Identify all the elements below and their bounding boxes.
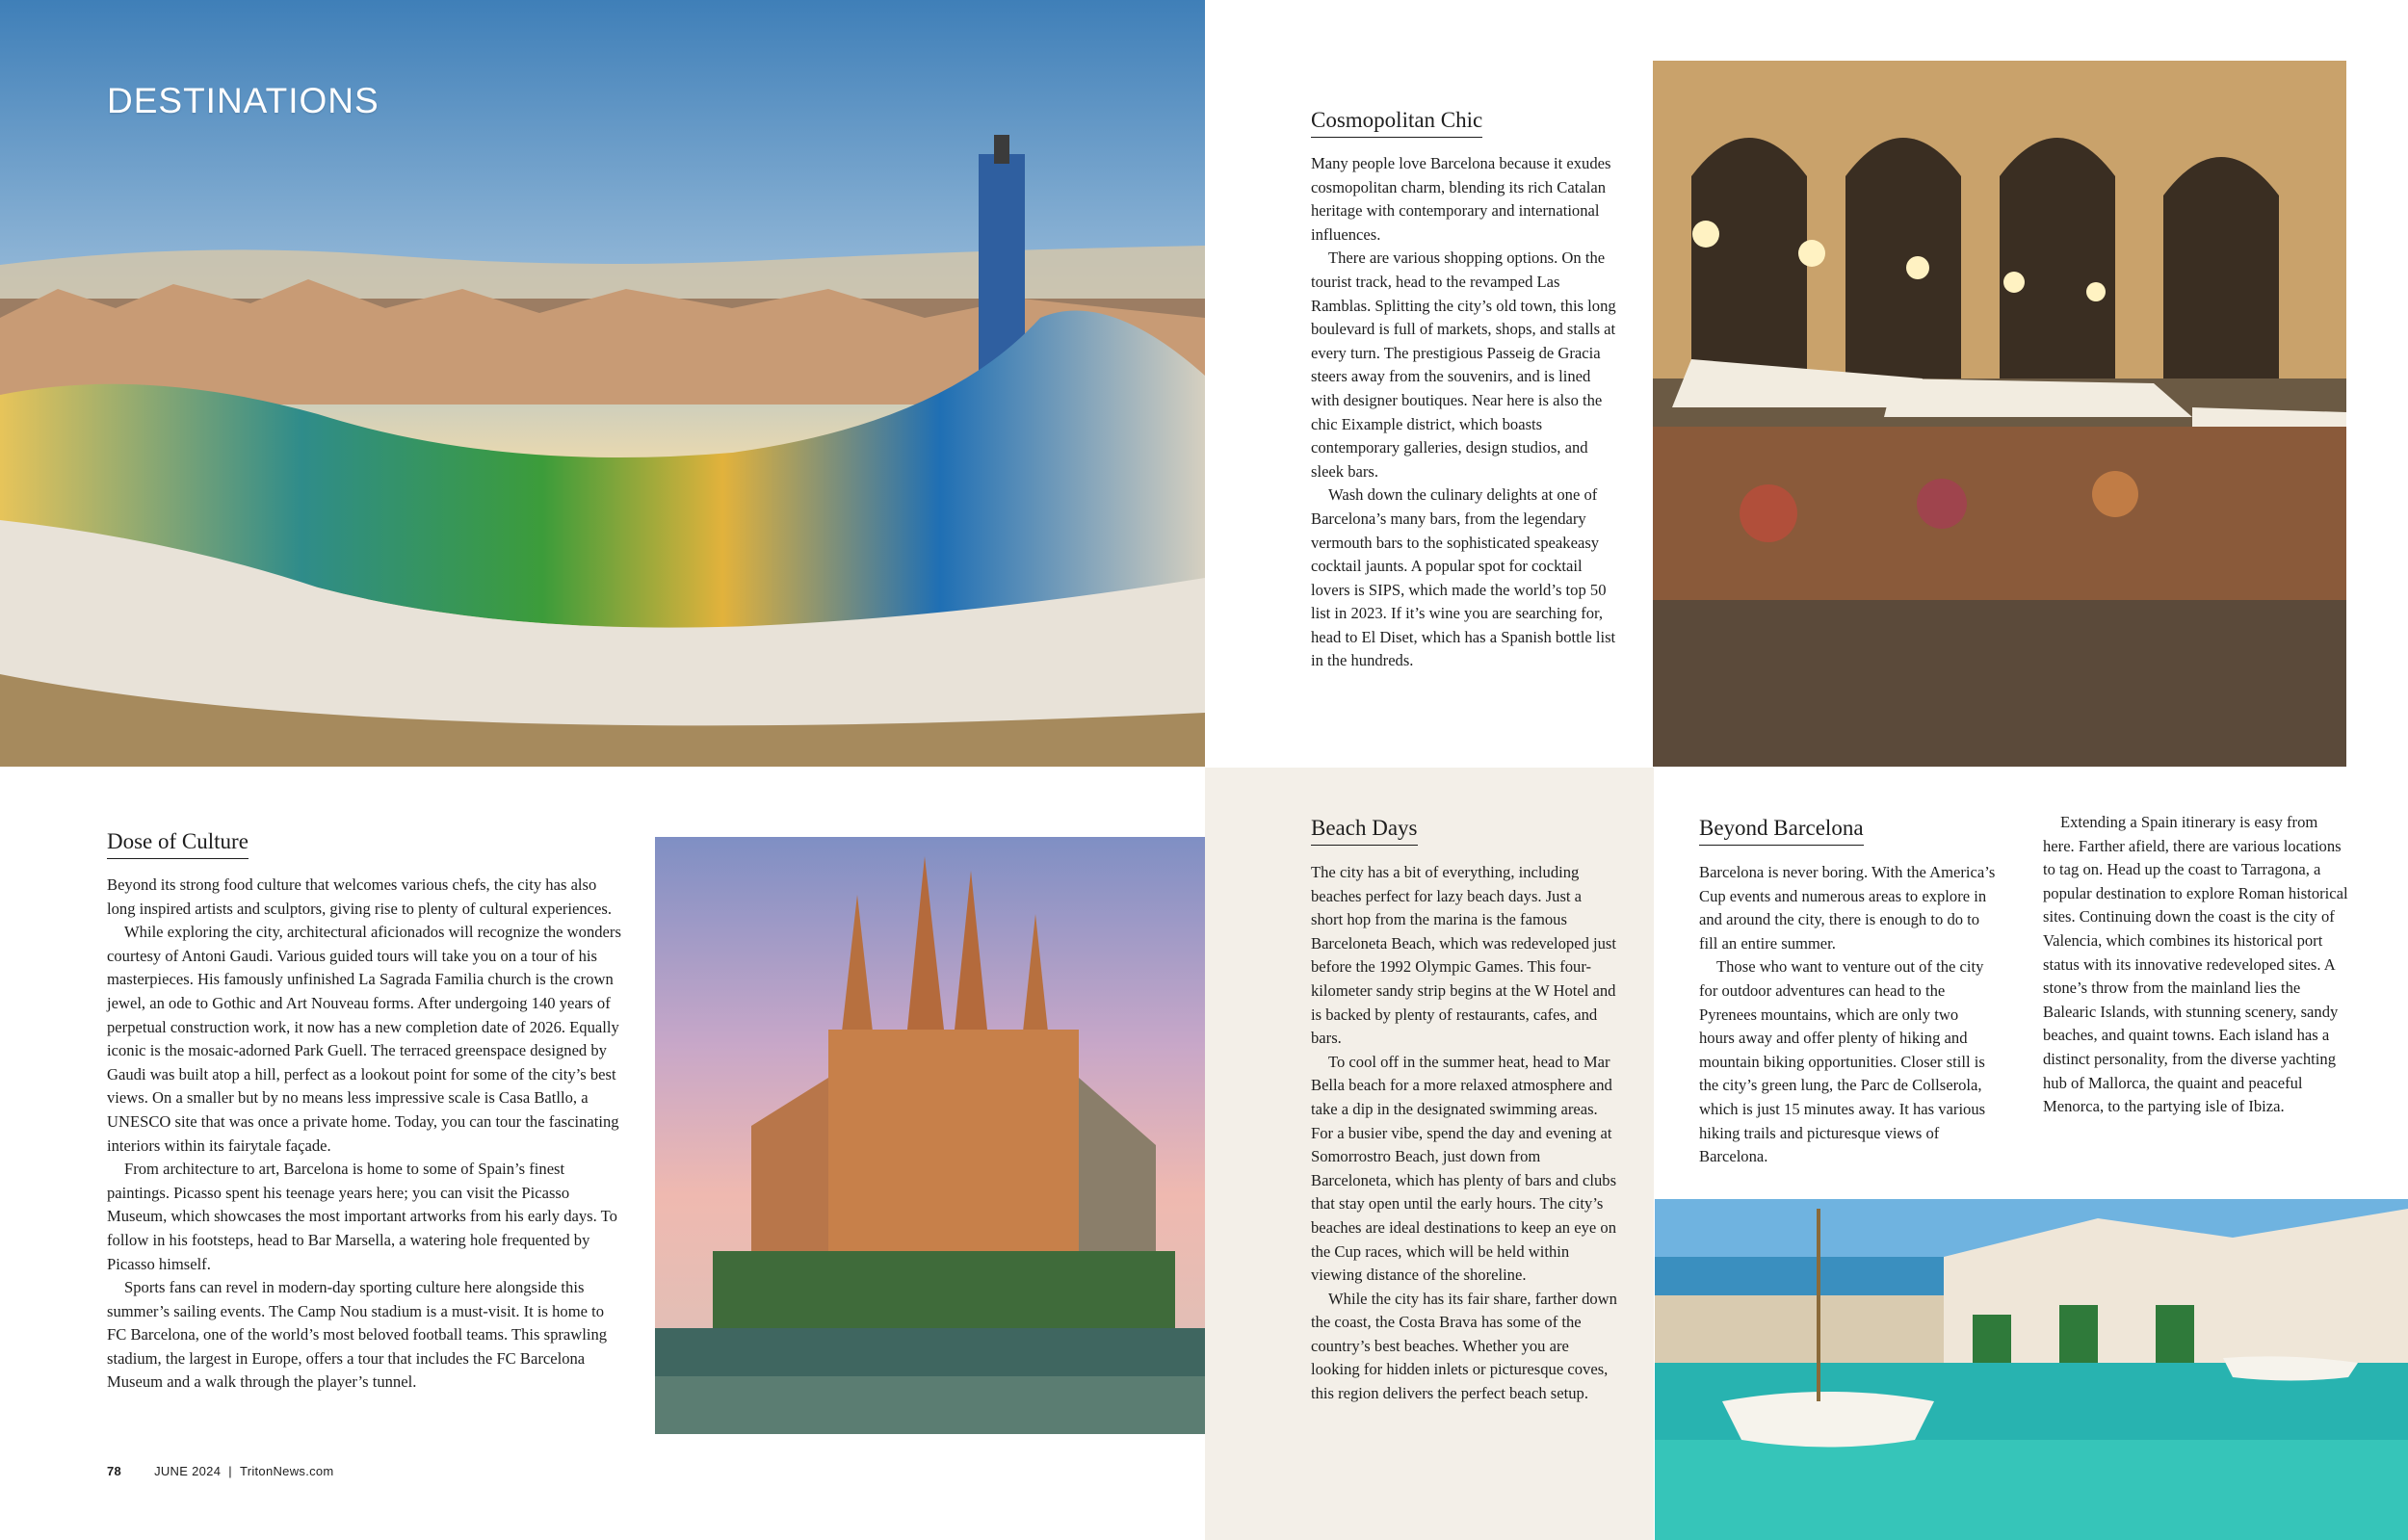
heading-dose-of-culture: Dose of Culture: [107, 829, 249, 859]
section-label: DESTINATIONS: [107, 81, 380, 120]
cosmopolitan-body: [1311, 152, 1617, 673]
harbor-photo: [1655, 1199, 2408, 1540]
page-number: 78: [107, 1464, 122, 1478]
beach-paragraph: The city has a bit of everything, including beaches perfect for lazy beach days. Just a short hop from the marina is the famous Barceloneta Beach, which was redeveloped just before the 1992 Olympic Games. This four-kilometer sandy strip begins at the W Hotel and is backed by plenty of restaurants, cafes, and bars.: [1311, 863, 1616, 1048]
beyond-body-col1: [1699, 861, 1998, 1169]
beyond-paragraph: Extending a Spain itinerary is easy from here. Farther afield, there are various locations to tag on. Head up the coast to Tarragona, a popular destination to explore Roman historical sites. Continuing down the coast is the city of Valencia, which combines its historical port status with its innovative redeveloped sites. A stone’s throw from the mainland lies the Balearic Islands, with stunning scenery, sandy beaches, and quaint towns. Each island has a distinct personality, from the diverse yachting hub of Mallorca, the quaint and peaceful Menorca, to the partying isle of Ibiza.: [2043, 813, 2348, 1116]
culture-paragraph: While exploring the city, architectural aficionados will recognize the wonders courtesy of Antoni Gaudi. Various guided tours will take you on a tour of his masterpieces. His famously unfinished La Sagrada Familia church is the crown jewel, an ode to Gothic and Art Nouveau forms. After undergoing 140 years of perpetual construction work, it now has a new completion date of 2026. Equally iconic is the mosaic-adorned Park Guell. The terraced greenspace designed by Gaudi was built atop a hill, perfect as a lookout point for some of the city’s best views. On a smaller but by no means less impressive scale is Casa Batllo, a UNESCO site that was once a private home. Today, you can tour the fascinating interiors within its fairytale façade.: [107, 923, 621, 1155]
sagrada-familia-photo: [655, 837, 1205, 1434]
beach-paragraph: While the city has its fair share, farther down the coast, the Costa Brava has some of the country’s best beaches. Whether you are looking for hidden inlets or picturesque coves, this region delivers the perfect beach setup.: [1311, 1289, 1617, 1403]
cosmopolitan-paragraph: There are various shopping options. On the tourist track, head to the revamped Las Ramblas. Splitting the city’s old town, this long boulevard is full of markets, shops, and stalls at every turn. The prestigious Passeig de Gracia steers away from the souvenirs, and is lined with designer boutiques. Near here is also the chic Eixample district, which boasts contemporary galleries, design studios, and sleek bars.: [1311, 248, 1616, 481]
cosmopolitan-paragraph: Many people love Barcelona because it exudes cosmopolitan charm, blending its rich Catalan heritage with contemporary and international influences.: [1311, 154, 1611, 244]
page-footer: [107, 1464, 334, 1478]
heading-beach-days: Beach Days: [1311, 816, 1418, 846]
culture-body: [107, 874, 622, 1395]
beyond-body-col2: [2043, 811, 2351, 1119]
issue-date: JUNE 2024: [154, 1464, 222, 1478]
beyond-paragraph: Those who want to venture out of the city for outdoor adventures can head to the Pyrenees mountains, which are only two hours away and offer plenty of hiking and mountain biking opportunities. Closer still is the city’s green lung, the Parc de Collserola, which is just 15 minutes away. It has various hiking trails and picturesque views of Barcelona.: [1699, 957, 1986, 1166]
beyond-paragraph: Barcelona is never boring. With the America’s Cup events and numerous areas to explore in and around the city, there is enough to do to fill an entire summer.: [1699, 863, 1996, 953]
heading-beyond-barcelona: Beyond Barcelona: [1699, 816, 1864, 846]
beach-body: [1311, 861, 1617, 1406]
culture-paragraph: Sports fans can revel in modern-day sporting culture here alongside this summer’s sailing events. The Camp Nou stadium is a must-visit. It is home to FC Barcelona, one of the world’s most beloved football teams. This sprawling stadium, the largest in Europe, offers a tour that includes the FC Barcelona Museum and a walk through the player’s tunnel.: [107, 1278, 608, 1392]
culture-paragraph: Beyond its strong food culture that welcomes various chefs, the city has also long inspired artists and sculptors, giving rise to plenty of cultural experiences.: [107, 875, 612, 918]
footer-site: TritonNews.com: [239, 1464, 334, 1478]
footer-separator: |: [228, 1464, 232, 1478]
beach-paragraph: To cool off in the summer heat, head to Mar Bella beach for a more relaxed atmosphere and take a dip in the designated swimming areas. For a busier vibe, spend the day and evening at Somorrostro Beach, just down from Barceloneta, which has plenty of bars and clubs that stay open until the early hours. The city’s beaches are ideal destinations to keep an eye on the Cup races, which will be held within viewing distance of the shoreline.: [1311, 1052, 1617, 1285]
culture-paragraph: From architecture to art, Barcelona is home to some of Spain’s finest paintings. Picasso spent his teenage years here; you can visit the Picasso Museum, which showcases the most important artworks from his early days. To follow in his footsteps, head to Bar Marsella, a watering hole frequented by Picasso himself.: [107, 1160, 617, 1273]
street-cafe-photo: [1653, 61, 2346, 767]
heading-cosmopolitan-chic: Cosmopolitan Chic: [1311, 108, 1482, 138]
cosmopolitan-paragraph: Wash down the culinary delights at one of Barcelona’s many bars, from the legendary vermouth bars to the sophisticated speakeasy cocktail jaunts. A popular spot for cocktail lovers is SIPS, which made the world’s top 50 list in 2023. If it’s wine you are searching for, head to El Diset, which has a Spanish bottle list in the hundreds.: [1311, 485, 1616, 670]
